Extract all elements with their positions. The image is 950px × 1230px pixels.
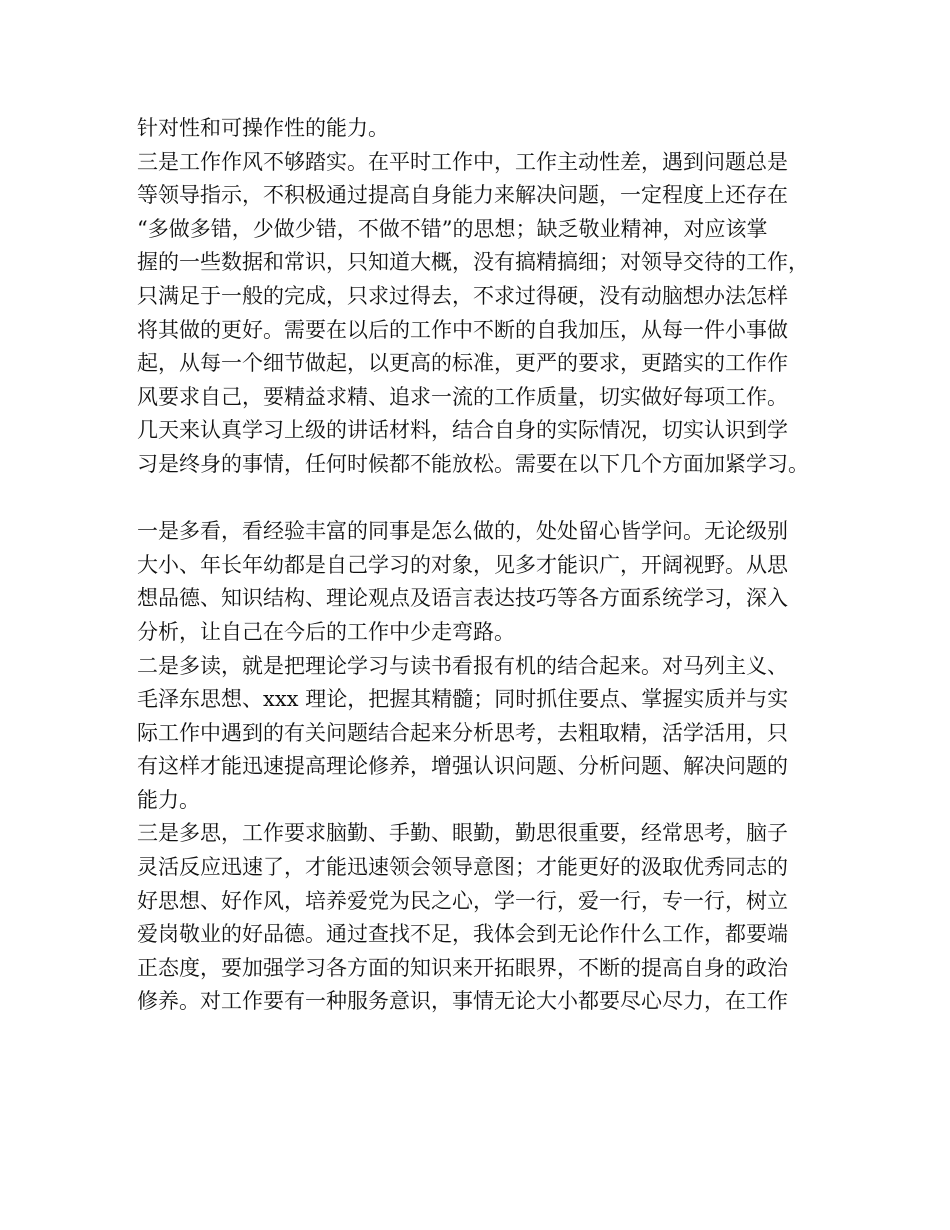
text-line: 爱岗敬业的好品德。通过查找不足，我体会到无论作什么工作，都要端: [137, 922, 788, 947]
text-line: 分析，让自己在今后的工作中少走弯路。: [137, 619, 515, 644]
text-line: 几天来认真学习上级的讲话材料，结合自身的实际情况，切实认识到学: [137, 418, 788, 443]
text-line: 风要求自己，要精益求精、追求一流的工作质量，切实做好每项工作。: [137, 384, 788, 409]
document-body: [137, 112, 837, 1019]
text-line: 习是终身的事情，任何时候都不能放松。需要在以下几个方面加紧学习。: [137, 451, 809, 476]
text-line: 灵活反应迅速了，才能迅速领会领导意图；才能更好的汲取优秀同志的: [137, 855, 788, 880]
text-line: 毛泽东思想、xxx 理论，把握其精髓；同时抓住要点、掌握实质并与实: [137, 687, 789, 712]
paragraph-gap: [137, 482, 837, 516]
text-line: 将其做的更好。需要在以后的工作中不断的自我加压，从每一件小事做: [137, 317, 788, 342]
text-line: 二是多读，就是把理论学习与读书看报有机的结合起来。对马列主义、: [137, 653, 788, 678]
text-line: 能力。: [137, 787, 200, 812]
text-line: “多做多错，少做少错，不做不错”的思想；缺乏敬业精神，对应该掌: [137, 216, 768, 241]
text-line: 起，从每一个细节做起，以更高的标准，更严的要求，更踏实的工作作: [137, 351, 788, 376]
text-line: 大小、年长年幼都是自己学习的对象，见多才能识广，开阔视野。从思: [137, 552, 788, 577]
text-line: 际工作中遇到的有关问题结合起来分析思考，去粗取精，活学活用，只: [137, 720, 788, 745]
text-line: 有这样才能迅速提高理论修养，增强认识问题、分析问题、解决问题的: [137, 754, 788, 779]
text-line: 一是多看，看经验丰富的同事是怎么做的，处处留心皆学问。无论级别: [137, 519, 788, 544]
text-line: 好思想、好作风，培养爱党为民之心，学一行，爱一行，专一行，树立: [137, 888, 788, 913]
text-line: 修养。对工作要有一种服务意识，事情无论大小都要尽心尽力，在工作: [137, 989, 788, 1014]
text-line: 三是多思，工作要求脑勤、手勤、眼勤，勤思很重要，经常思考，脑子: [137, 821, 788, 846]
text-line: 只满足于一般的完成，只求过得去，不求过得硬，没有动脑想办法怎样: [137, 283, 788, 308]
text-line: 握的一些数据和常识，只知道大概，没有搞精搞细；对领导交待的工作，: [137, 250, 809, 275]
text-line: 针对性和可操作性的能力。: [137, 116, 389, 140]
text-line: 等领导指示，不积极通过提高自身能力来解决问题，一定程度上还存在: [137, 183, 788, 208]
text-line: 三是工作作风不够踏实。在平时工作中，工作主动性差，遇到问题总是: [137, 149, 788, 174]
text-line: 正态度，要加强学习各方面的知识来开拓眼界，不断的提高自身的政治: [137, 955, 788, 980]
text-line: 想品德、知识结构、理论观点及语言表达技巧等各方面系统学习，深入: [137, 586, 788, 611]
